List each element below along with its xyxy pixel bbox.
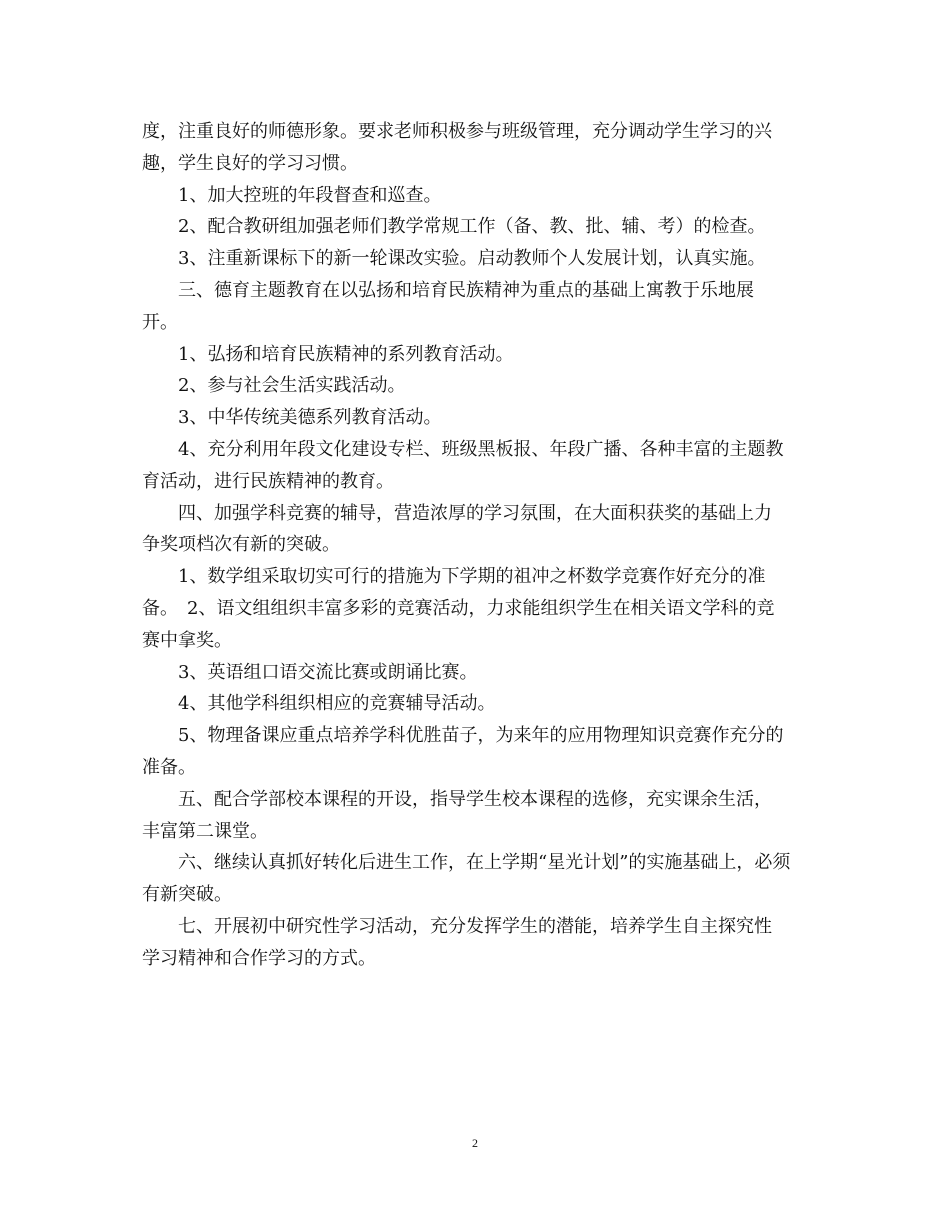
document-body [142, 116, 818, 975]
body-line: 赛中拿奖。 [142, 629, 232, 651]
body-line: 育活动，进行民族精神的教育。 [142, 470, 394, 492]
list-item: 3、中华传统美德系列教育活动。 [178, 407, 442, 429]
section-heading: 七、开展初中研究性学习活动，充分发挥学生的潜能，培养学生自主探究性 [178, 915, 772, 937]
list-item: 1、数学组采取切实可行的措施为下学期的祖冲之杯数学竞赛作好充分的准 [178, 566, 766, 588]
list-item: 4、其他学科组织相应的竞赛辅导活动。 [178, 693, 496, 715]
body-line: 学习精神和合作学习的方式。 [142, 947, 376, 969]
page-number: 2 [472, 1136, 478, 1150]
list-item: 5、物理备课应重点培养学科优胜苗子，为来年的应用物理知识竞赛作充分的 [178, 725, 784, 747]
section-heading: 五、配合学部校本课程的开设，指导学生校本课程的选修，充实课余生活， [178, 788, 772, 810]
list-item: 1、加大控班的年段督查和巡查。 [178, 184, 442, 206]
body-line: 趣，学生良好的学习习惯。 [142, 152, 358, 174]
body-line: 准备。 [142, 756, 196, 778]
section-heading: 六、继续认真抓好转化后进生工作，在上学期“星光计划”的实施基础上，必须 [178, 852, 791, 874]
body-line: 丰富第二课堂。 [142, 820, 268, 842]
list-item: 3、注重新课标下的新一轮课改实验。启动教师个人发展计划，认真实施。 [178, 248, 766, 270]
list-item: 1、弘扬和培育民族精神的系列教育活动。 [178, 343, 514, 365]
section-heading: 三、德育主题教育在以弘扬和培育民族精神为重点的基础上寓教于乐地展 [178, 279, 754, 301]
body-line: 备。 2、语文组组织丰富多彩的竞赛活动，力求能组织学生在相关语文学科的竞 [142, 597, 775, 619]
body-line: 开。 [142, 311, 178, 333]
body-line: 度，注重良好的师德形象。要求老师积极参与班级管理，充分调动学生学习的兴 [142, 121, 772, 142]
body-line: 有新突破。 [142, 884, 232, 906]
list-item: 2、配合教研组加强老师们教学常规工作（备、教、批、辅、考）的检查。 [178, 216, 766, 238]
list-item: 3、英语组口语交流比赛或朗诵比赛。 [178, 661, 478, 683]
list-item: 4、充分利用年段文化建设专栏、班级黑板报、年段广播、各种丰富的主题教 [178, 438, 784, 460]
list-item: 2、参与社会生活实践活动。 [178, 375, 406, 397]
section-heading: 四、加强学科竞赛的辅导，营造浓厚的学习氛围，在大面积获奖的基础上力 [178, 502, 772, 524]
body-line: 争奖项档次有新的突破。 [142, 534, 340, 556]
